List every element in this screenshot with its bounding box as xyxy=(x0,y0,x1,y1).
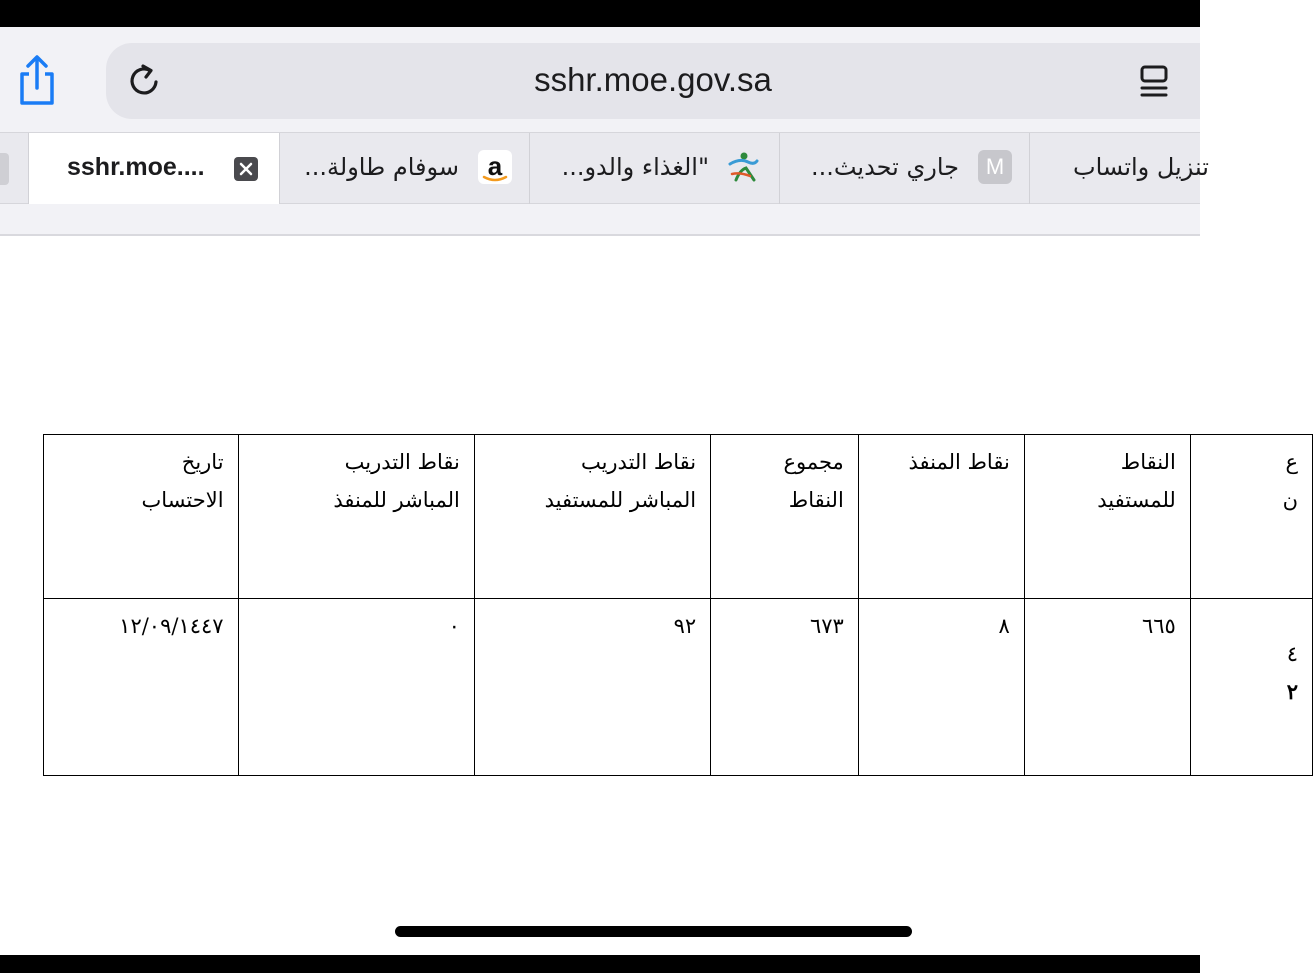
cell-clipped xyxy=(1190,599,1312,776)
table-row xyxy=(44,599,1313,776)
m-letter-icon: M xyxy=(978,150,1012,184)
tab-amazon[interactable] xyxy=(279,133,529,204)
header-text: للمستفيد xyxy=(1097,488,1176,512)
tab-food[interactable] xyxy=(529,133,779,204)
header-text: نقاط التدريب xyxy=(580,450,697,474)
header-total-points xyxy=(711,435,859,599)
header-text: النقاط xyxy=(788,488,844,512)
header-text: نقاط المنفذ xyxy=(908,450,1010,474)
tab-title: سوفام طاولة... xyxy=(304,153,459,181)
tab-bar xyxy=(0,132,1209,204)
tab-partial-left[interactable] xyxy=(0,133,28,204)
tab-sshr[interactable] xyxy=(28,133,279,204)
cell-beneficiary-points: ٦٦٥ xyxy=(1024,599,1190,776)
header-beneficiary-points xyxy=(1024,435,1190,599)
page-top-strip xyxy=(0,204,1200,236)
tab-title: sshr.moe.... xyxy=(67,153,205,181)
tab-title: تنزيل واتساب xyxy=(1073,153,1209,181)
header-text: تاريخ xyxy=(181,450,224,474)
header-clipped xyxy=(1190,435,1312,599)
tab-icon-partial xyxy=(0,153,9,185)
cell-executor-points: ٨ xyxy=(858,599,1024,776)
cell-calculation-date: ١٢/٠٩/١٤٤٧ xyxy=(44,599,239,776)
url-text[interactable]: sshr.moe.gov.sa xyxy=(534,61,772,98)
sports-logo-icon xyxy=(726,150,760,184)
header-text: المباشر للمستفيد xyxy=(544,488,697,512)
header-calculation-date xyxy=(44,435,239,599)
header-text: مجموع xyxy=(783,450,844,474)
header-text: النقاط xyxy=(1120,450,1176,474)
cell-total-points: ٦٧٣ xyxy=(711,599,859,776)
points-table-viewport xyxy=(43,434,1298,777)
tab-title: جاري تحديث... xyxy=(810,153,959,181)
tab-close-button[interactable] xyxy=(234,157,258,181)
points-table xyxy=(43,434,1313,776)
header-clipped-text: ن xyxy=(1282,488,1298,512)
header-text: المباشر للمنفذ xyxy=(333,488,460,512)
header-text: نقاط التدريب xyxy=(344,450,460,474)
cell-beneficiary-direct-training: ٩٢ xyxy=(474,599,710,776)
svg-text:a: a xyxy=(487,151,503,181)
header-clipped-text: ع xyxy=(1285,450,1298,474)
tab-update[interactable] xyxy=(779,133,1029,204)
status-bar xyxy=(0,0,1200,27)
header-beneficiary-direct-training xyxy=(474,435,710,599)
address-bar[interactable] xyxy=(106,43,1200,119)
bottom-bezel xyxy=(0,955,1200,973)
header-executor-points xyxy=(858,435,1024,599)
share-button[interactable] xyxy=(14,54,60,106)
table-header-row xyxy=(44,435,1313,599)
cell-clipped-text: ٤ xyxy=(1286,642,1298,666)
header-executor-direct-training xyxy=(238,435,474,599)
share-icon xyxy=(14,54,60,106)
cell-executor-direct-training: ٠ xyxy=(238,599,474,776)
close-icon xyxy=(234,157,258,181)
reader-mode-icon[interactable] xyxy=(1134,61,1174,101)
amazon-icon xyxy=(478,150,512,184)
tab-whatsapp[interactable] xyxy=(1029,133,1229,204)
cell-clipped-text: ٢ xyxy=(1286,679,1298,704)
tab-title: "الغذاء والدو... xyxy=(561,153,709,181)
points-table-container xyxy=(43,434,1298,777)
header-text: الاحتساب xyxy=(141,488,224,512)
home-indicator[interactable] xyxy=(395,926,912,937)
